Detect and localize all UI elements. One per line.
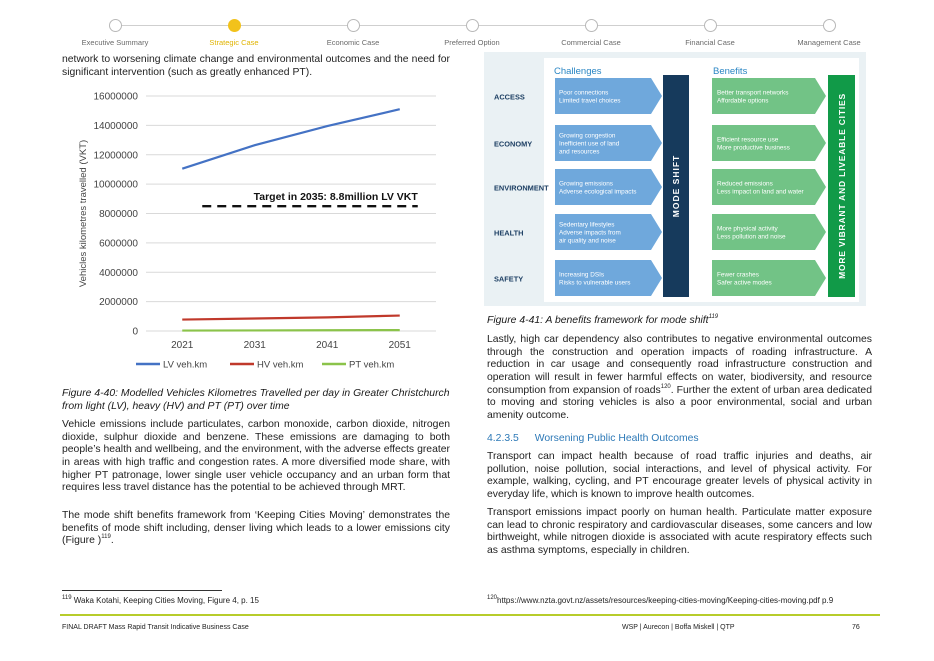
legend-label: HV veh.km — [257, 359, 304, 371]
y-tick-label: 4000000 — [99, 267, 138, 279]
nav-step-label: Management Case — [797, 38, 861, 47]
lastly-paragraph — [487, 334, 872, 423]
challenge-text: and resources — [559, 148, 600, 156]
transport-health-paragraph: Transport can impact health because of road traffic injuries and deaths, air pollution, noise pollution, social interactions, and level of physical activity. For example, walking, cycling, and PT encourage greater levels of physical activity in everyday life, which is known to improve health outcomes. — [487, 451, 872, 501]
challenge-text: Poor connections — [559, 89, 609, 97]
page-number: 76 — [852, 624, 860, 631]
footnote-ref[interactable]: 120 — [660, 383, 671, 390]
section-heading — [487, 433, 699, 444]
y-axis-label: Vehicles kilometres travelled (VKT) — [78, 139, 89, 288]
footnote-link[interactable]: https://www.nzta.govt.nz/assets/resources/keeping-cities-moving/Keeping-cities-moving.pdf p.9 — [497, 596, 834, 605]
intro-paragraph: network to worsening climate change and environmental outcomes and the need for significant intervention (such as greatly enhanced PT). — [62, 54, 450, 78]
nav-step-label: Executive Summary — [81, 38, 149, 47]
lastly-text: Lastly, high car dependency also contributes to negative environmental outcomes through the construction and operation impacts of roading infrastructure. A reduction in car usage and consequently road infrastructure construction and operation will result in fewer harmful effects on water, biodiversity, and resource consumption from expansion of roads — [487, 334, 872, 396]
step-dot — [347, 19, 360, 32]
nav-step-commercial-case[interactable] — [533, 10, 649, 47]
x-tick-label: 2041 — [316, 340, 339, 351]
section-number: 4.2.3.5 — [487, 433, 519, 444]
progress-nav — [60, 10, 880, 50]
step-dot — [585, 19, 598, 32]
y-tick-label: 14000000 — [93, 120, 138, 132]
challenge-text: Growing congestion — [559, 132, 616, 140]
benefit-text: More physical activity — [717, 225, 778, 233]
benefit-text: Less pollution and noise — [717, 233, 786, 241]
lastly-end: . Further the extent of urban area dedicated to moving and storing vehicles is also a poor environmental, social and urban amenity outcome. — [487, 384, 872, 422]
figure-4-41-caption — [487, 315, 867, 326]
x-tick-label: 2021 — [171, 340, 194, 351]
y-tick-label: 10000000 — [93, 179, 138, 191]
benefit-text: Affordable options — [717, 97, 769, 105]
nav-step-label: Economic Case — [326, 38, 380, 47]
step-dot — [109, 19, 122, 32]
challenge-text: Adverse impacts from — [559, 229, 621, 237]
mode-shift-label: MODE SHIFT — [671, 154, 681, 218]
y-tick-label: 0 — [132, 326, 138, 338]
x-tick-label: 2031 — [243, 340, 266, 351]
nav-step-management-case[interactable] — [771, 10, 887, 47]
y-tick-label: 2000000 — [99, 297, 138, 309]
row-label: SAFETY — [494, 274, 524, 284]
step-dot — [466, 19, 479, 32]
mode-shift-end: . — [110, 535, 114, 547]
footnote-ref[interactable]: 119 — [101, 534, 111, 541]
challenge-text: Limited travel choices — [559, 97, 621, 105]
row-label: ACCESS — [494, 92, 525, 102]
x-tick-label: 2051 — [388, 340, 411, 351]
benefits-framework-diagram — [484, 52, 866, 306]
vehicle-emissions-paragraph: Vehicle emissions include particulates, carbon monoxide, carbon dioxide, nitrogen dioxide, sulphur dioxide and benzene. These emissions are damaging to both people’s health and wellbeing, and the environment, with the adverse effects greater in areas with high traffic and congestion rates. A more diversified mode share, with higher PT patronage, lower single user vehicle occupancy and an urban form that requires less travel distance has the potential to be achieved through MRT. — [62, 419, 450, 494]
y-tick-label: 16000000 — [93, 91, 138, 103]
challenges-title: Challenges — [554, 66, 602, 77]
challenge-text: Inefficient use of land — [559, 140, 620, 148]
nav-step-financial-case[interactable] — [652, 10, 768, 47]
footnote-number: 120 — [487, 595, 498, 601]
series-line-hv — [182, 316, 400, 320]
footnote-120 — [487, 596, 833, 605]
nav-step-preferred-option[interactable] — [414, 10, 530, 47]
transport-emissions-paragraph: Transport emissions impact poorly on human health. Particulate matter exposure can lead to chronic respiratory and cardiovascular diseases, some cancers and low birthweight, while nitrogen dioxide is associated with acute respiratory effects such as asthma symptoms, especially in children. — [487, 507, 872, 557]
nav-step-strategic-case[interactable] — [176, 10, 292, 47]
footnote-text: Waka Kotahi, Keeping Cities Moving, Figure 4, p. 15 — [71, 596, 259, 605]
mode-shift-text: The mode shift benefits framework from ‘Keeping Cities Moving’ demonstrates the benefits of mode shift including, denser living which leads to a lower emissions city (Figure ) — [62, 510, 450, 547]
benefit-text: Safer active modes — [717, 279, 772, 287]
step-dot — [823, 19, 836, 32]
step-dot — [704, 19, 717, 32]
benefits-title: Benefits — [713, 66, 748, 77]
challenge-text: Increasing DSIs — [559, 271, 605, 279]
benefit-text: More productive business — [717, 144, 790, 152]
row-label: ECONOMY — [494, 139, 533, 149]
nav-step-label: Strategic Case — [209, 38, 259, 47]
legend-label: LV veh.km — [163, 359, 208, 371]
row-label: HEALTH — [494, 228, 524, 238]
y-tick-label: 6000000 — [99, 238, 138, 250]
vkt-line-chart — [62, 84, 450, 384]
row-label: ENVIRONMENT — [494, 183, 549, 193]
nav-step-label: Financial Case — [685, 38, 735, 47]
series-line-lv — [182, 109, 400, 168]
challenge-text: Sedentary lifestyles — [559, 221, 615, 229]
benefit-text: Better transport networks — [717, 89, 789, 97]
figure-4-41-text: Figure 4-41: A benefits framework for mode shift — [487, 315, 709, 326]
nav-step-label: Preferred Option — [444, 38, 500, 47]
footer-authors: WSP | Aurecon | Boffa Miskell | QTP — [622, 624, 735, 631]
vibrant-cities-label: MORE VIBRANT AND LIVEABLE CITIES — [837, 93, 847, 279]
challenge-text: Adverse ecological impacts — [559, 188, 637, 196]
challenge-text: air quality and noise — [559, 237, 616, 245]
footnote-ref[interactable]: 119 — [708, 314, 719, 320]
benefit-text: Less impact on land and water — [717, 188, 804, 196]
target-label: Target in 2035: 8.8million LV VKT — [253, 191, 418, 204]
nav-step-executive-summary[interactable] — [57, 10, 173, 47]
figure-4-40-caption: Figure 4-40: Modelled Vehicles Kilometres Travelled per day in Greater Christchurch from light (LV), heavy (HV) and PT (PT) over time — [62, 388, 450, 412]
section-title: Worsening Public Health Outcomes — [534, 433, 699, 444]
footnote-divider — [62, 590, 222, 591]
footnote-119 — [62, 596, 259, 605]
footer-document-title: FINAL DRAFT Mass Rapid Transit Indicative Business Case — [62, 624, 249, 631]
legend-label: PT veh.km — [349, 359, 395, 371]
step-dot — [228, 19, 241, 32]
challenge-text: Growing emissions — [559, 180, 613, 188]
benefit-text: Fewer crashes — [717, 271, 759, 279]
y-tick-label: 12000000 — [93, 150, 138, 162]
benefit-text: Efficient resource use — [717, 136, 779, 144]
mode-shift-paragraph — [62, 510, 450, 548]
footnote-number: 119 — [62, 595, 72, 601]
y-tick-label: 8000000 — [99, 209, 138, 220]
benefit-text: Reduced emissions — [717, 180, 773, 188]
nav-step-economic-case[interactable] — [295, 10, 411, 47]
footer-divider — [60, 614, 880, 616]
nav-step-label: Commercial Case — [561, 38, 621, 47]
challenge-text: Risks to vulnerable users — [559, 279, 631, 287]
